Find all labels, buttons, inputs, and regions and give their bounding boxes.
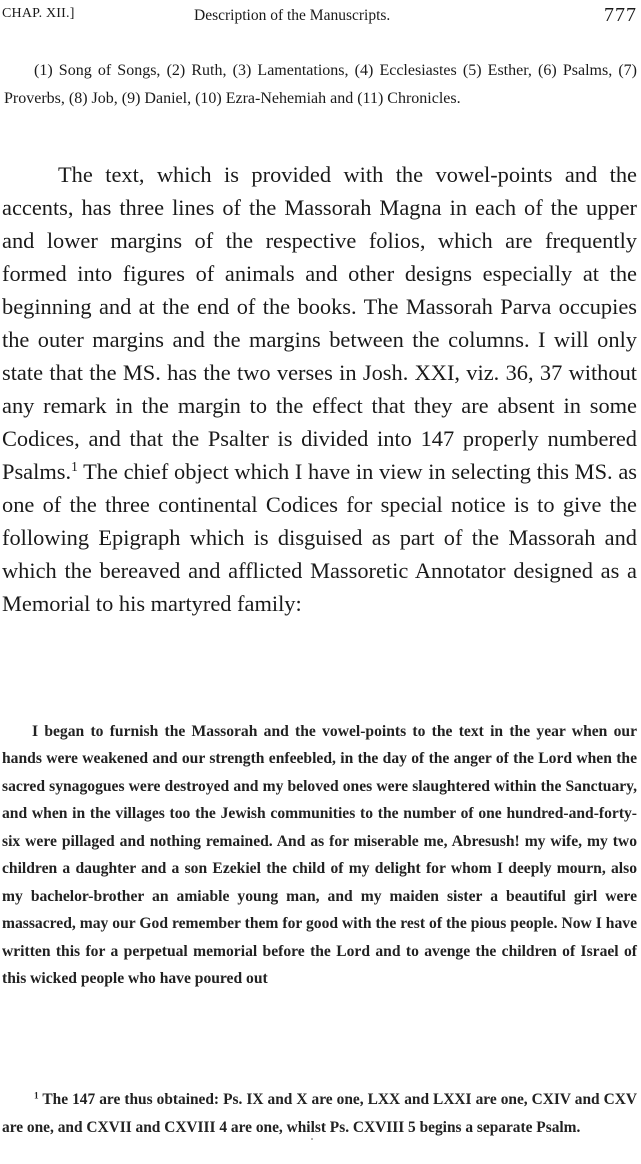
book-order-list: (1) Song of Songs, (2) Ruth, (3) Lamentations, (4) Ecclesiastes (5) Esther, (6) Psalms, (7) Proverbs, (8) Job, (9) Daniel, (10) Ezra-Nehemiah and (11) Chronicles. bbox=[4, 62, 637, 107]
footnote bbox=[2, 1086, 637, 1141]
chapter-label: CHAP. XII.] bbox=[2, 6, 75, 21]
main-paragraph-continuation: The chief object which I have in view in selecting this MS. as one of the three continental Codices for special notice is to give the following Epigraph which is disguised as part of the Massorah and which the bereaved and afflicted Massoretic Annotator designed as a Memorial to his martyred family: bbox=[2, 459, 637, 617]
main-paragraph-text: The text, which is provided with the vowel-points and the accents, has three lines of the Massorah Magna in each of the upper and lower margins of the respective folios, which are frequently formed into figures of animals and other designs especially at the beginning and at the end of the books. The Massorah Parva occupies the outer margins and the margins between the columns. I will only state that the MS. has the two verses in Josh. XXI, viz. 36, 37 without any remark in the margin to the effect that they are absent in some Codices, and that the Psalter is divided into 147 properly numbered Psalms. bbox=[2, 162, 637, 485]
footnote-text: The 147 are thus obtained: Ps. IX and X are one, LXX and LXXI are one, CXIV and CXV are one, and CXVII and CXVIII 4 are one, whilst Ps. CXVIII 5 begins a separate Psalm. bbox=[2, 1091, 637, 1136]
footnote-reference[interactable]: 1 bbox=[71, 459, 78, 475]
main-paragraph bbox=[2, 158, 637, 620]
page-number: 777 bbox=[604, 4, 637, 26]
running-title: Description of the Manuscripts. bbox=[194, 7, 391, 24]
page-speck bbox=[311, 1138, 313, 1140]
footnote-marker: 1 bbox=[34, 1090, 39, 1101]
running-header bbox=[2, 4, 637, 30]
epigraph-quotation: I began to furnish the Massorah and the vowel-points to the text in the year when our hands were weakened and our strength enfeebled, in the day of the anger of the Lord when the sacred synagogues were destroyed and my beloved ones were slaughtered within the Sanctuary, and when in the villages too the Jewish communities to the number of one hundred-and-forty-six were pillaged and nothing remained. And as for miserable me, Abresush! my wife, my two children a daughter and a son Ezekiel the child of my delight for whom I deeply mourn, also my bachelor-brother an amiable young man, and my maiden sister a beautiful girl were massacred, may our God remember them for good with the rest of the pious people. Now I have written this for a perpetual memorial before the Lord and to avenge the children of Israel of this wicked people who have poured out bbox=[2, 722, 637, 988]
